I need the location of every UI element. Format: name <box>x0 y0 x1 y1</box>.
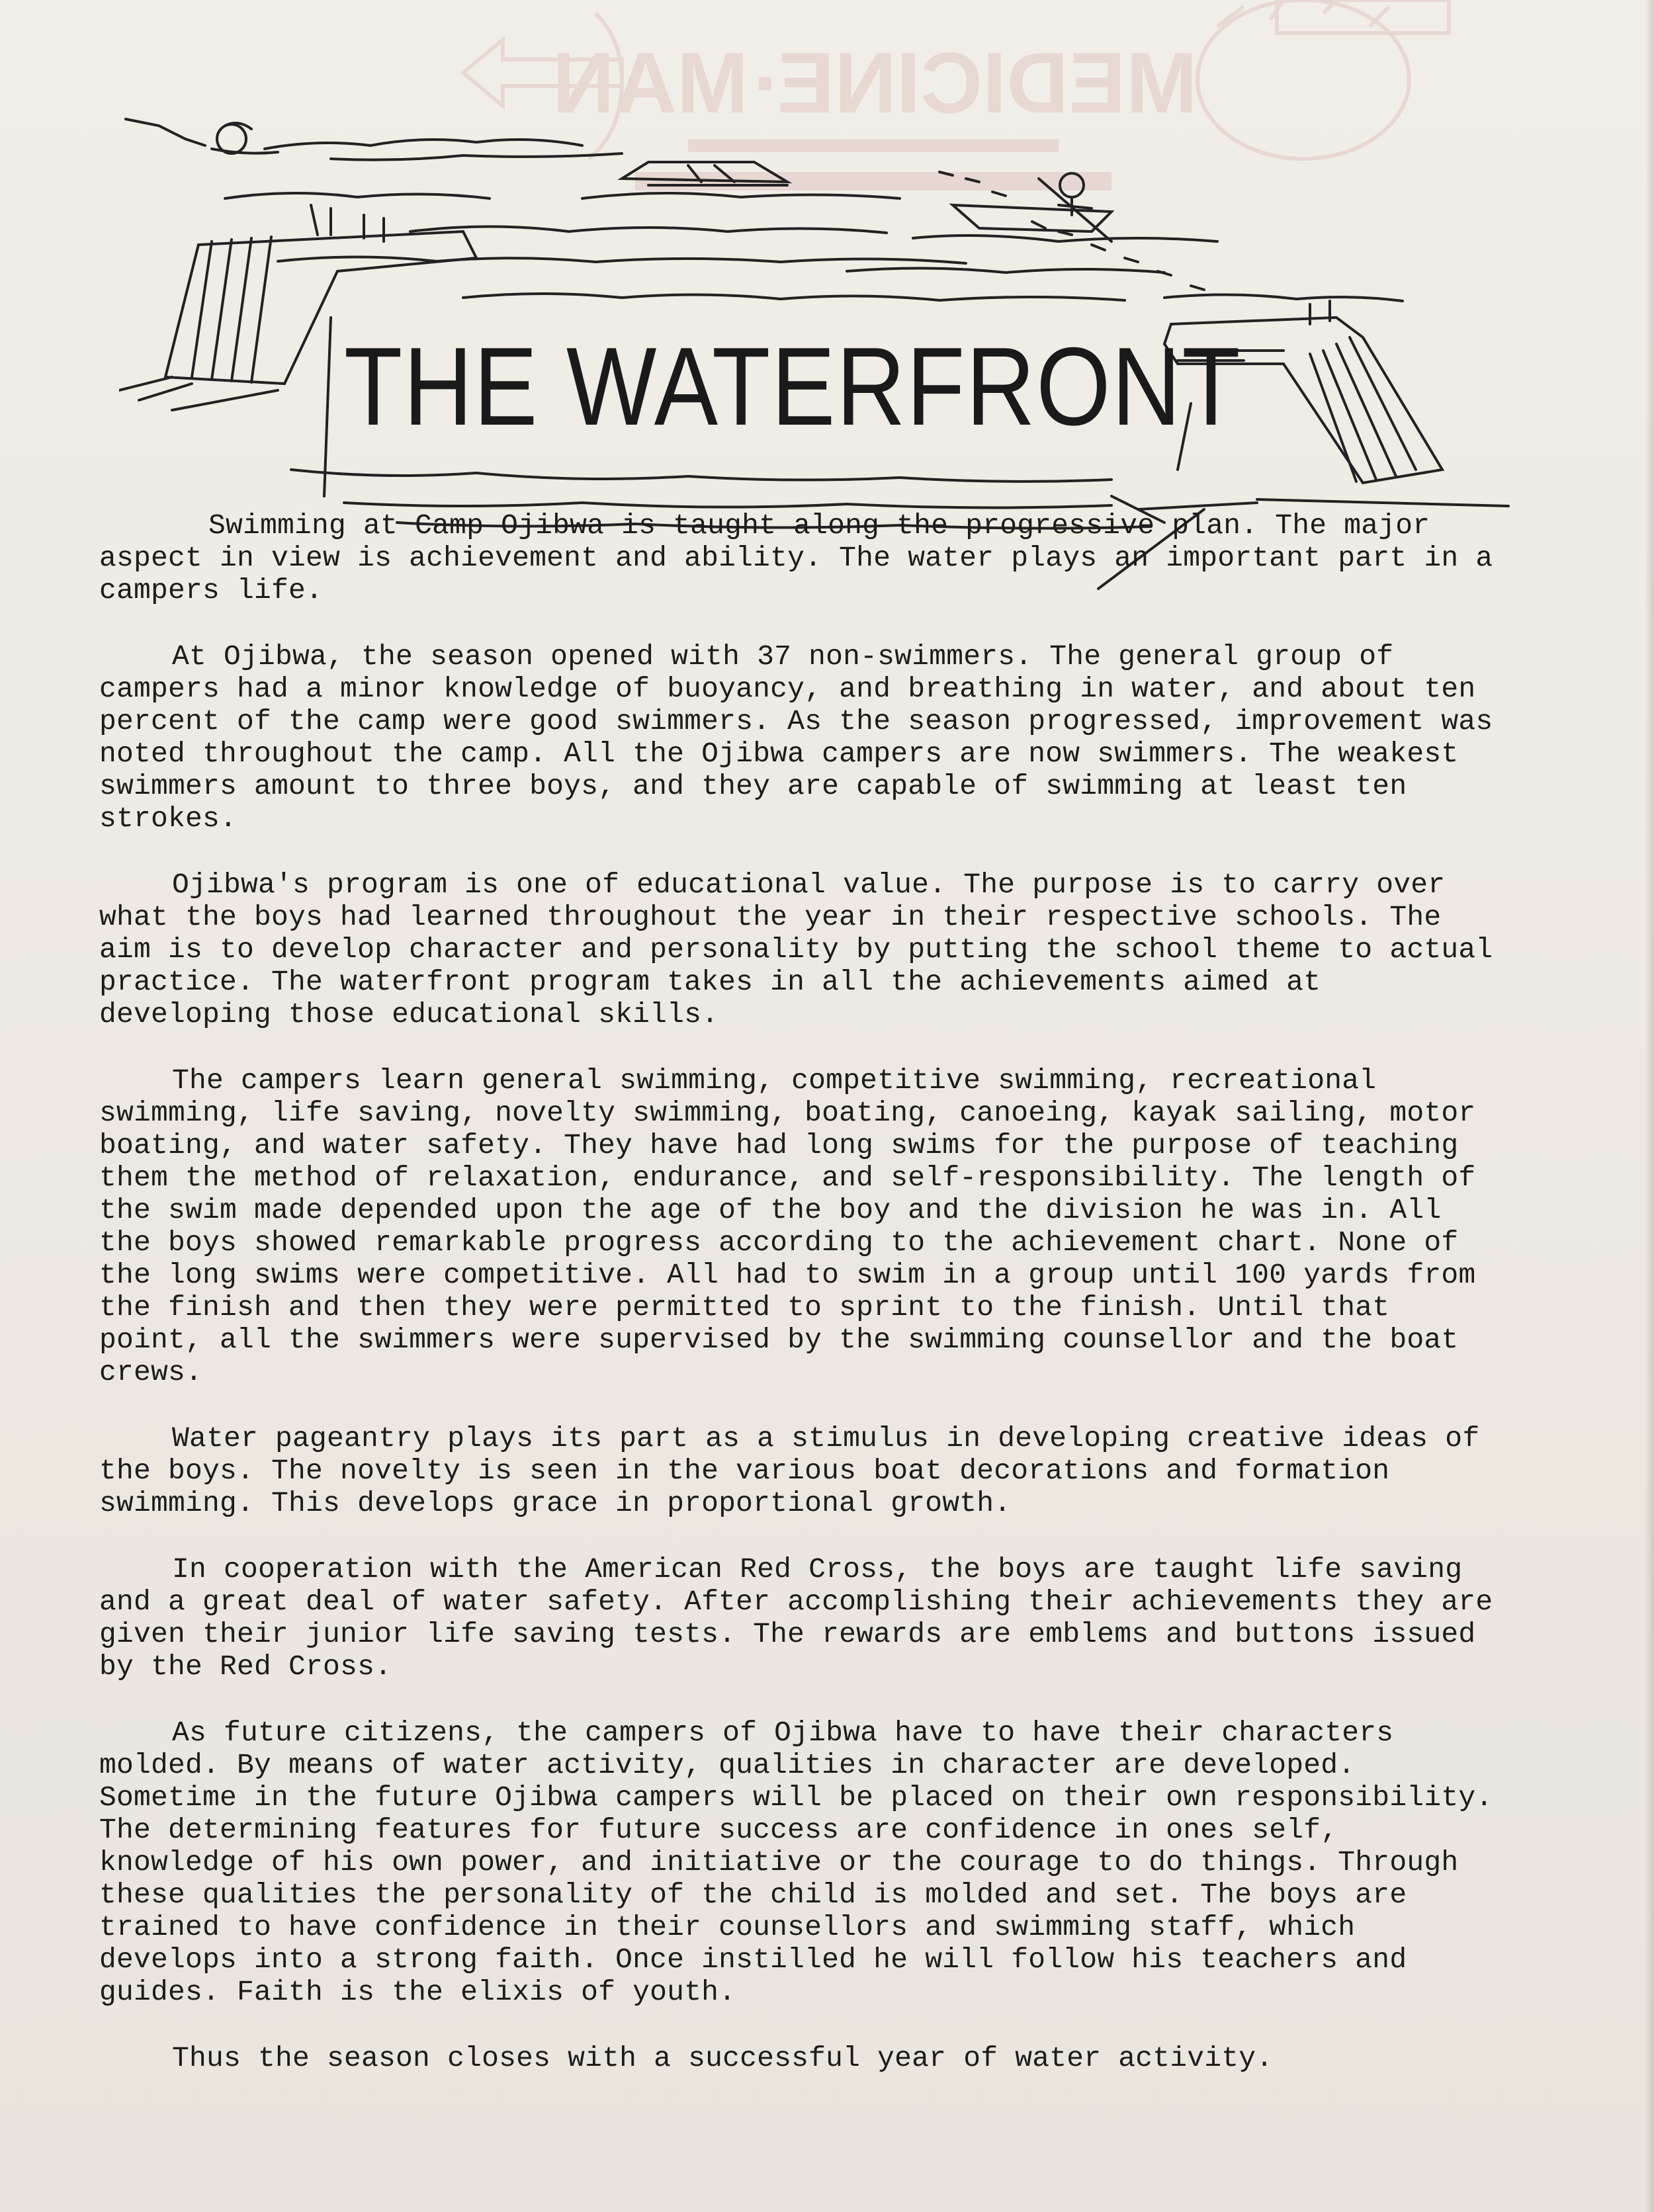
paragraph-closing: Thus the season closes with a successful year of water activity. <box>172 2042 1274 2074</box>
swimmer-icon <box>126 119 205 146</box>
paragraph-program: Ojibwa's program is one of educational value. The purpose is to carry over what the boys had learned throughout the year in their respective schools. The aim is to develop character and personality by putting the school theme to actual practice. The waterfront program takes in all the achievements aimed at developing those educational skills. <box>99 869 1493 1031</box>
raft-icon <box>622 162 787 182</box>
paper-edge-shadow <box>1645 0 1654 2212</box>
paragraph-intro: Swimming at Camp Ojibwa is taught along the progressive plan. The major aspect in view is achievement and ability. The water plays an important part in a campers life. <box>99 509 1493 607</box>
paragraph-citizens: As future citizens, the campers of Ojibwa have to have their characters molded. By means of water activity, qualities in character are developed. Sometime in the future Ojibwa campers will be placed on their own responsibility. The determining features for future success are confidence in ones self, knowledge of his own power, and initiative or the courage to do things. Through these qualities the personality of the child is molded and set. The boys are trained to have confidence in their counsellors and swimming staff, which develops into a strong faith. Once instilled he will follow his teachers and guides. Faith is the elixis of youth. <box>99 1717 1493 2008</box>
article-body <box>99 509 1502 2074</box>
paragraph-red-cross: In cooperation with the American Red Cross, the boys are taught life saving and a great deal of water safety. After accomplishing their achievements they are given their junior life saving tests. The rewards are emblems and buttons issued by the Red Cross. <box>99 1553 1493 1683</box>
paragraph-activities: The campers learn general swimming, competitive swimming, recreational swimming, life saving, novelty swimming, boating, canoeing, kayak sailing, motor boating, and water safety. They have had long swims for the purpose of teaching them the method of relaxation, endurance, and self-responsibility. The length of the swim made depended upon the age of the boy and the division he was in. All the boys showed remarkable progress according to the achievement chart. None of the long swims were competitive. All had to swim in a group until 100 yards from the finish and then they were permitted to sprint to the finish. Until that point, all the swimmers were supervised by the swimming counsellor and the boat crews. <box>99 1064 1476 1388</box>
page-title: THE WATERFRONT <box>344 324 1242 448</box>
paragraph-season-opening: At Ojibwa, the season opened with 37 non-swimmers. The general group of campers had a minor knowledge of buoyancy, and breathing in water, and about ten percent of the camp were good swimmers. As the season progressed, improvement was noted throughout the camp. All the Ojibwa campers are now swimmers. The weakest swimmers amount to three boys, and they are capable of swimming at least ten strokes. <box>99 640 1493 835</box>
svg-text:MEDICINE·MAN: MEDICINE·MAN <box>552 34 1197 131</box>
paragraph-pageantry: Water pageantry plays its part as a stimulus in developing creative ideas of the boys. The novelty is seen in the various boat decorations and formation swimming. This develops grace in proportional growth. <box>99 1422 1480 1519</box>
